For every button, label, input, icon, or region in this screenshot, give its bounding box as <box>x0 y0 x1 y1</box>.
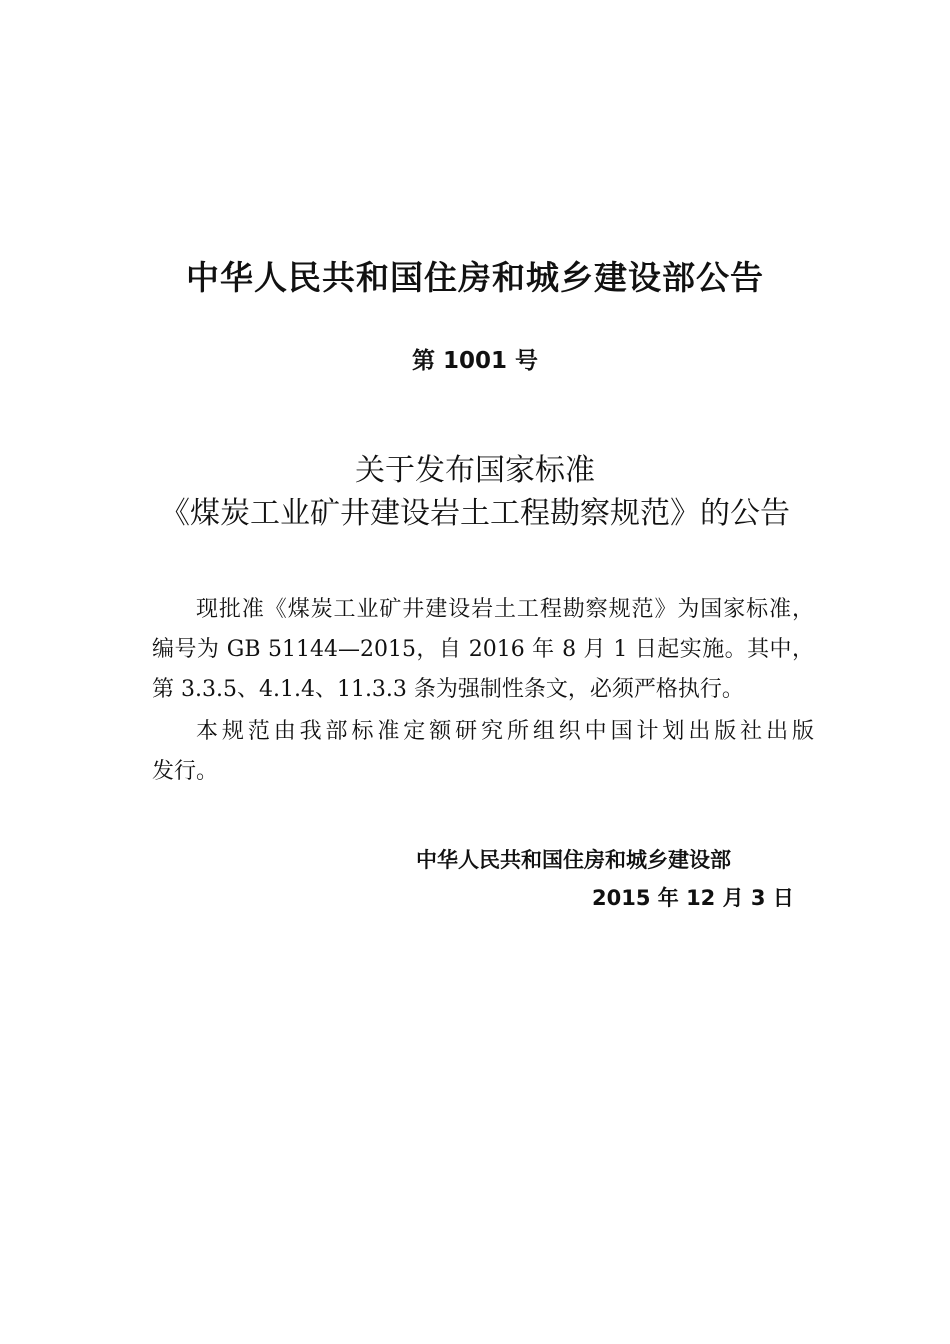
paragraph-1-line-2: 编号为 GB 51144—2015，自 2016 年 8 月 1 日起实施。其中， <box>152 637 814 662</box>
paragraph-2-line-1: 本规范由我部标准定额研究所组织中国计划出版社出版 <box>196 719 814 744</box>
subtitle-line-1: 关于发布国家标准 <box>355 453 595 488</box>
page-title: 中华人民共和国住房和城乡建设部公告 <box>186 258 764 297</box>
issue-date: 2015 年 12 月 3 日 <box>592 886 794 910</box>
body-paragraph-2 <box>152 712 814 792</box>
announcement-number: 第 1001 号 <box>411 348 539 374</box>
body-paragraph-1 <box>152 590 814 710</box>
subtitle-line-2: 《煤炭工业矿井建设岩土工程勘察规范》的公告 <box>160 496 790 531</box>
issuer-signature: 中华人民共和国住房和城乡建设部 <box>416 848 731 872</box>
paragraph-2-line-2: 发行。 <box>152 759 219 784</box>
paragraph-1-line-1: 现批准《煤炭工业矿井建设岩土工程勘察规范》为国家标准， <box>196 597 814 622</box>
paragraph-1-line-3: 第 3.3.5、4.1.4、11.3.3 条为强制性条文，必须严格执行。 <box>152 677 744 702</box>
